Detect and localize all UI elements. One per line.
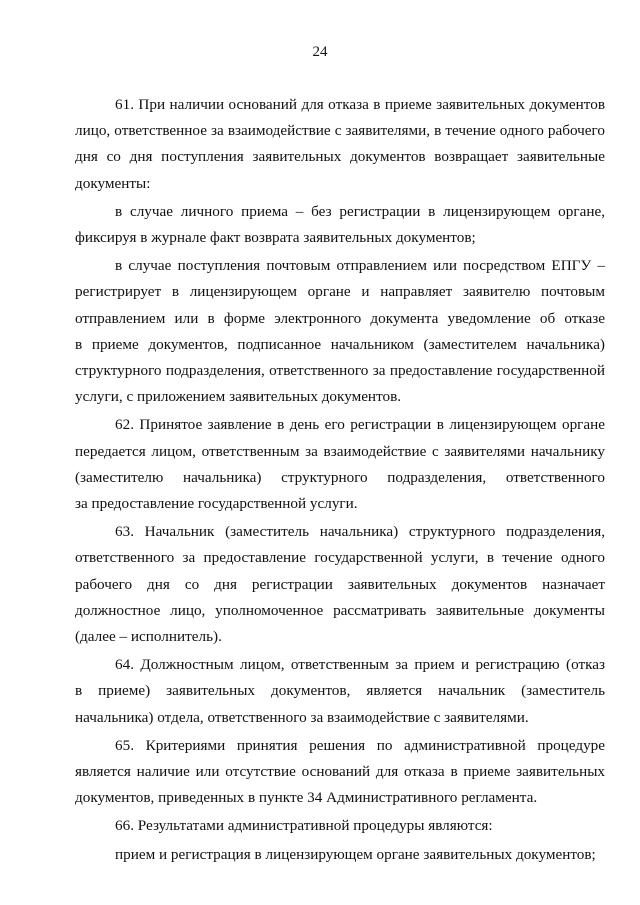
text-line: лицо, ответственное за взаимодействие с заявителями, в течение одного рабочего bbox=[75, 122, 605, 140]
text-line: (далее – исполнитель). bbox=[75, 628, 222, 646]
text-line: в приеме документов, подписанное начальником (заместителем начальника) bbox=[75, 335, 605, 353]
text-line: структурного подразделения, ответственного за предоставление государственной bbox=[75, 362, 605, 380]
text-line: отправлением или в форме электронного документа уведомление об отказе bbox=[75, 309, 605, 327]
text-line: документы: bbox=[75, 174, 151, 192]
text-line: в случае поступления почтовым отправлением или посредством ЕПГУ – bbox=[115, 257, 605, 275]
text-line: рабочего дня со дня регистрации заявительных документов назначает bbox=[75, 575, 605, 593]
text-line: услуги, с приложением заявительных документов. bbox=[75, 388, 402, 406]
text-line: документов, приведенных в пункте 34 Административного регламента. bbox=[75, 789, 538, 807]
text-line: 66. Результатами административной процедуры являются: bbox=[115, 817, 493, 835]
paragraph-reception-registration bbox=[75, 842, 605, 868]
text-line: ответственного за предоставление государственной услуги, в течение одного bbox=[75, 549, 605, 567]
paragraph-66 bbox=[75, 813, 605, 839]
text-line: за предоставление государственной услуги. bbox=[75, 495, 358, 513]
paragraph-personal-reception bbox=[75, 199, 605, 251]
paragraph-postal-epgu bbox=[75, 253, 605, 410]
paragraph-64 bbox=[75, 652, 605, 731]
document-body bbox=[75, 92, 605, 868]
text-line: дня со дня поступления заявительных документов возвращает заявительные bbox=[75, 148, 605, 166]
text-line: 62. Принятое заявление в день его регистрации в лицензирующем органе bbox=[115, 416, 605, 434]
paragraph-63 bbox=[75, 519, 605, 650]
text-line: передается лицом, ответственным за взаимодействие с заявителями начальнику bbox=[75, 442, 605, 460]
text-line: регистрирует в лицензирующем органе и направляет заявителю почтовым bbox=[75, 283, 605, 301]
text-line: в приеме) заявительных документов, является начальник (заместитель bbox=[75, 682, 605, 700]
text-line: 61. При наличии оснований для отказа в приеме заявительных документов bbox=[115, 96, 605, 113]
paragraph-62 bbox=[75, 412, 605, 517]
paragraph-65 bbox=[75, 733, 605, 812]
text-line: 63. Начальник (заместитель начальника) структурного подразделения, bbox=[115, 523, 605, 541]
text-line: 65. Критериями принятия решения по административной процедуре bbox=[115, 736, 605, 754]
text-line: является наличие или отсутствие оснований для отказа в приеме заявительных bbox=[75, 763, 605, 781]
paragraph-61 bbox=[75, 92, 605, 197]
text-line: должностное лицо, уполномоченное рассматривать заявительные документы bbox=[75, 601, 605, 619]
text-line: фиксируя в журнале факт возврата заявительных документов; bbox=[75, 229, 476, 247]
text-line: (заместителю начальника) структурного подразделения, ответственного bbox=[75, 468, 605, 486]
page-number: 24 bbox=[312, 44, 328, 60]
text-line: 64. Должностным лицом, ответственным за прием и регистрацию (отказ bbox=[115, 656, 605, 674]
text-line: начальника) отдела, ответственного за взаимодействие с заявителями. bbox=[75, 708, 529, 726]
text-line: прием и регистрация в лицензирующем органе заявительных документов; bbox=[115, 845, 596, 863]
text-line: в случае личного приема – без регистрации в лицензирующем органе, bbox=[115, 202, 605, 220]
